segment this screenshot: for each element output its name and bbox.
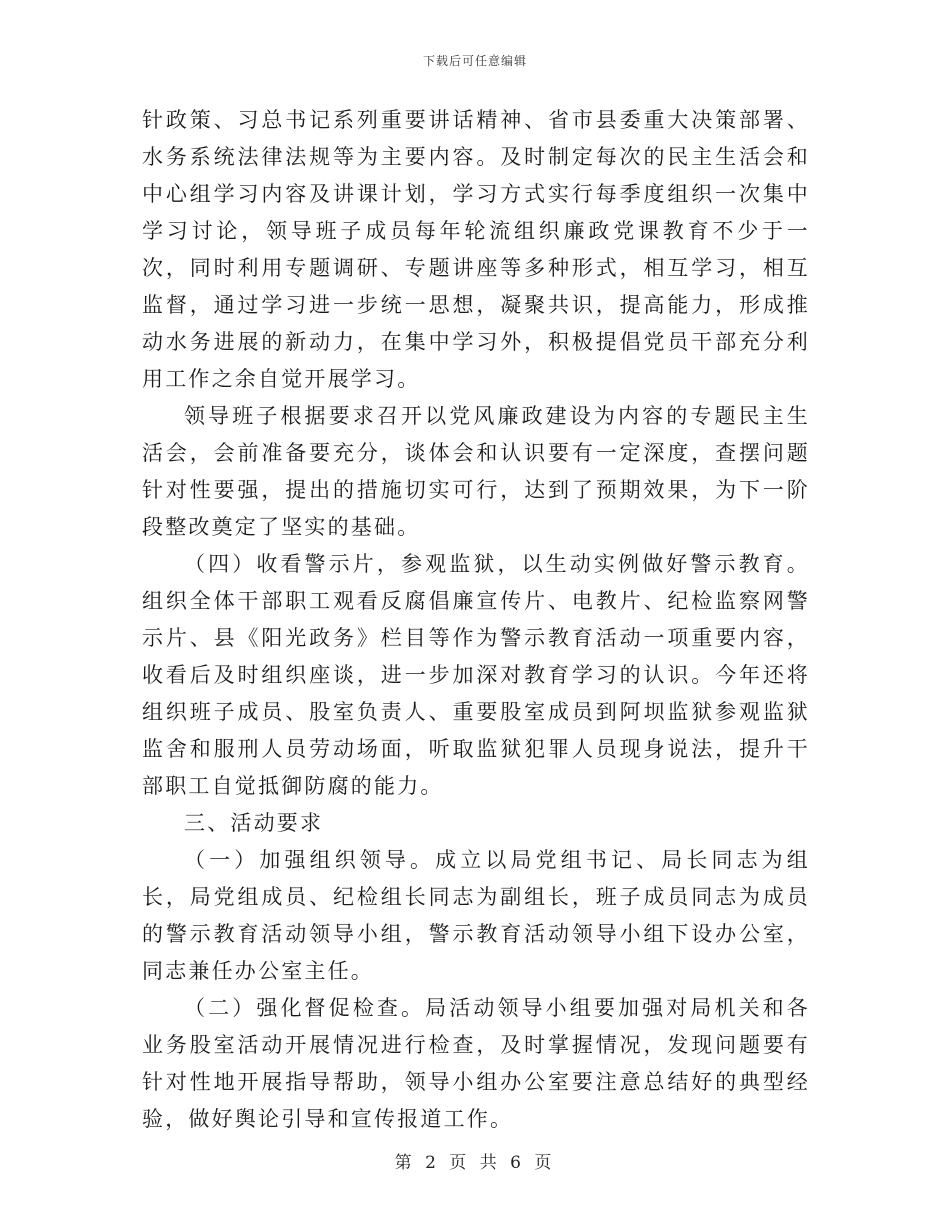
section-heading-activity-requirements: 三、活动要求 xyxy=(184,811,324,835)
paragraph-democratic-life-meeting: 领导班子根据要求召开以党风廉政建设为内容的专题民主生活会，会前准备要充分，谈体会和认识要有一定深度，查摆问题针对性要强，提出的措施切实可行，达到了预期效果，为下一阶段整改奠定了坚实的基础。 xyxy=(142,404,810,539)
paragraph-supervision-inspection: （二）强化督促检查。局活动领导小组要加强对局机关和各业务股室活动开展情况进行检查，及时掌握情况，发现问题要有针对性地开展指导帮助，领导小组办公室要注意总结好的典型经验，做好舆论引导和宣传报道工作。 xyxy=(142,996,810,1131)
page-header: 下载后可任意编辑 xyxy=(422,54,527,68)
page-number: 第 2 页 共 6 页 xyxy=(394,1153,556,1173)
document-body xyxy=(142,102,810,1138)
paragraph-study-content: 针政策、习总书记系列重要讲话精神、省市县委重大决策部署、水务系统法律法规等为主要内容。及时制定每次的民主生活会和中心组学习内容及讲课计划，学习方式实行每季度组织一次集中学习讨论，领导班子成员每年轮流组织廉政党课教育不少于一次，同时利用专题调研、专题讲座等多种形式，相互学习，相互监督，通过学习进一步统一思想，凝聚共识，提高能力，形成推动水务进展的新动力，在集中学习外，积极提倡党员干部充分利用工作之余自觉开展学习。 xyxy=(142,108,810,391)
paragraph-organization-leadership: （一）加强组织领导。成立以局党组书记、局长同志为组长，局党组成员、纪检组长同志为副组长，班子成员同志为成员的警示教育活动领导小组，警示教育活动领导小组下设办公室，同志兼任办公室主任。 xyxy=(142,848,810,983)
paragraph-warning-films: （四）收看警示片，参观监狱，以生动实例做好警示教育。组织全体干部职工观看反腐倡廉宣传片、电教片、纪检监察网警示片、县《阳光政务》栏目等作为警示教育活动一项重要内容，收看后及时组织座谈，进一步加深对教育学习的认识。今年还将组织班子成员、股室负责人、重要股室成员到阿坝监狱参观监狱监舍和服刑人员劳动场面，听取监狱犯罪人员现身说法，提升干部职工自觉抵御防腐的能力。 xyxy=(142,552,810,798)
